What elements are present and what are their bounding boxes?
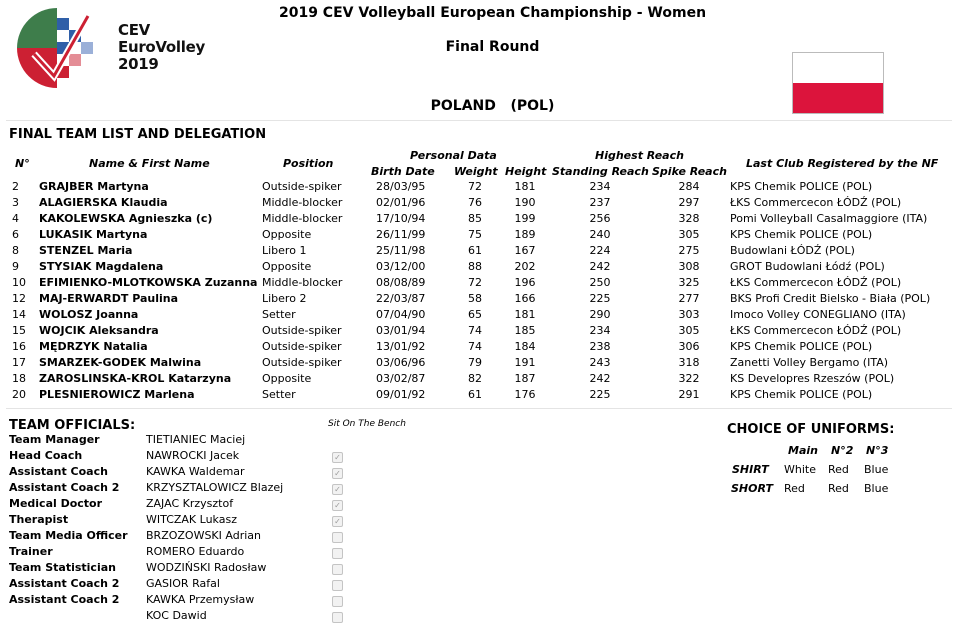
player-no: 14 — [12, 308, 26, 321]
player-no: 10 — [12, 276, 26, 289]
player-name: MĘDRZYK Natalia — [39, 340, 148, 353]
official-role: Trainer — [9, 545, 53, 558]
table-row — [0, 340, 957, 356]
player-spike: 297 — [678, 196, 700, 209]
uniform-short-main: Red — [784, 482, 805, 495]
header-weight: Weight — [454, 165, 498, 178]
player-club: KPS Chemik POLICE (POL) — [730, 340, 873, 353]
player-no: 17 — [12, 356, 26, 369]
table-row — [0, 292, 957, 308]
player-height: 185 — [514, 324, 536, 337]
player-club: ŁKS Commercecon ŁÓDŹ (POL) — [730, 324, 902, 337]
divider — [6, 408, 952, 409]
table-row — [0, 308, 957, 324]
player-pos: Setter — [262, 308, 296, 321]
table-row — [0, 356, 957, 372]
player-standing: 238 — [589, 340, 611, 353]
player-weight: 85 — [468, 212, 482, 225]
official-name: KRZYSZTALOWICZ Blazej — [146, 481, 284, 494]
logo-line-2: EuroVolley — [118, 38, 205, 56]
officials-title: TEAM OFFICIALS: — [9, 418, 136, 433]
official-role: Assistant Coach 2 — [9, 577, 120, 590]
player-pos: Libero 2 — [262, 292, 307, 305]
table-row — [0, 324, 957, 340]
official-role: Team Manager — [9, 433, 100, 446]
player-height: 196 — [514, 276, 536, 289]
official-role: Assistant Coach 2 — [9, 593, 120, 606]
player-height: 191 — [514, 356, 536, 369]
table-row — [0, 276, 957, 292]
bench-checkbox[interactable]: ✓ — [332, 484, 343, 495]
official-role: Team Media Officer — [9, 529, 128, 542]
uniform-col-3: N°3 — [866, 444, 889, 457]
player-spike: 305 — [678, 324, 700, 337]
player-name: EFIMIENKO-MLOTKOWSKA Zuzanna — [39, 276, 258, 289]
player-no: 2 — [12, 180, 19, 193]
player-spike: 305 — [678, 228, 700, 241]
player-pos: Middle-blocker — [262, 276, 343, 289]
player-weight: 58 — [468, 292, 482, 305]
uniform-shirt-label: SHIRT — [732, 463, 769, 476]
player-standing: 290 — [589, 308, 611, 321]
official-role: Assistant Coach 2 — [9, 481, 120, 494]
header-highest-reach: Highest Reach — [595, 149, 684, 162]
uniform-short-2: Red — [828, 482, 849, 495]
bench-checkbox[interactable] — [332, 612, 343, 623]
table-row — [0, 196, 957, 212]
header-position: Position — [283, 157, 334, 170]
player-pos: Setter — [262, 388, 296, 401]
official-role: Team Statistician — [9, 561, 116, 574]
player-club: ŁKS Commercecon ŁÓDŹ (POL) — [730, 196, 902, 209]
player-height: 190 — [514, 196, 536, 209]
bench-checkbox[interactable]: ✓ — [332, 468, 343, 479]
player-no: 4 — [12, 212, 19, 225]
uniform-shirt-3: Blue — [864, 463, 889, 476]
official-name: NAWROCKI Jacek — [146, 449, 240, 462]
player-weight: 65 — [468, 308, 482, 321]
player-pos: Opposite — [262, 228, 312, 241]
player-spike: 318 — [678, 356, 700, 369]
table-row — [0, 372, 957, 388]
player-club: ŁKS Commercecon ŁÓDŹ (POL) — [730, 276, 902, 289]
official-name: ZAJAC Krzysztof — [146, 497, 234, 510]
player-weight: 74 — [468, 340, 482, 353]
header-no: N° — [15, 157, 30, 170]
player-name: WOLOSZ Joanna — [39, 308, 139, 321]
uniform-col-2: N°2 — [831, 444, 854, 457]
player-no: 3 — [12, 196, 19, 209]
official-role: Medical Doctor — [9, 497, 103, 510]
player-name: STYSIAK Magdalena — [39, 260, 164, 273]
uniforms-title: CHOICE OF UNIFORMS: — [727, 422, 895, 437]
bench-checkbox[interactable] — [332, 580, 343, 591]
player-weight: 76 — [468, 196, 482, 209]
player-height: 202 — [514, 260, 536, 273]
player-name: SMARZEK-GODEK Malwina — [39, 356, 202, 369]
header-last-club: Last Club Registered by the NF — [746, 157, 939, 170]
player-standing: 250 — [589, 276, 611, 289]
player-no: 15 — [12, 324, 26, 337]
official-name: GASIOR Rafal — [146, 577, 220, 590]
logo-line-1: CEV — [118, 21, 150, 39]
player-no: 9 — [12, 260, 19, 273]
player-no: 6 — [12, 228, 19, 241]
player-club: BKS Profi Credit Bielsko - Biała (POL) — [730, 292, 931, 305]
header-standing-reach: Standing Reach — [552, 165, 649, 178]
uniform-short-3: Blue — [864, 482, 889, 495]
player-height: 184 — [514, 340, 536, 353]
player-standing: 240 — [589, 228, 611, 241]
player-standing: 237 — [589, 196, 611, 209]
player-pos: Opposite — [262, 372, 312, 385]
player-no: 16 — [12, 340, 26, 353]
player-weight: 88 — [468, 260, 482, 273]
player-name: WOJCIK Aleksandra — [39, 324, 159, 337]
player-pos: Libero 1 — [262, 244, 307, 257]
player-standing: 225 — [589, 388, 611, 401]
official-name: WODZIŃSKI Radosław — [146, 561, 267, 574]
player-spike: 328 — [678, 212, 700, 225]
table-row — [0, 180, 957, 196]
section-title: FINAL TEAM LIST AND DELEGATION — [9, 127, 267, 142]
player-name: GRAJBER Martyna — [39, 180, 149, 193]
player-birth: 03/01/94 — [376, 324, 426, 337]
player-weight: 61 — [468, 244, 482, 257]
player-spike: 306 — [678, 340, 700, 353]
player-weight: 79 — [468, 356, 482, 369]
player-height: 189 — [514, 228, 536, 241]
bench-checkbox[interactable] — [332, 548, 343, 559]
player-spike: 275 — [678, 244, 700, 257]
table-header — [0, 149, 957, 181]
player-club: KPS Chemik POLICE (POL) — [730, 180, 873, 193]
player-club: GROT Budowlani Łódź (POL) — [730, 260, 885, 273]
player-birth: 03/02/87 — [376, 372, 426, 385]
player-weight: 61 — [468, 388, 482, 401]
player-height: 199 — [514, 212, 536, 225]
player-pos: Middle-blocker — [262, 196, 343, 209]
divider — [6, 120, 952, 121]
player-birth: 09/01/92 — [376, 388, 426, 401]
player-birth: 17/10/94 — [376, 212, 426, 225]
uniform-shirt-2: Red — [828, 463, 849, 476]
official-name: KOC Dawid — [146, 609, 207, 622]
bench-label: Sit On The Bench — [328, 419, 406, 429]
player-weight: 75 — [468, 228, 482, 241]
player-weight: 72 — [468, 180, 482, 193]
player-birth: 03/12/00 — [376, 260, 426, 273]
uniform-col-main: Main — [788, 444, 818, 457]
player-birth: 22/03/87 — [376, 292, 426, 305]
player-spike: 303 — [678, 308, 700, 321]
table-row — [0, 244, 957, 260]
player-club: Budowlani ŁÓDŹ (POL) — [730, 244, 855, 257]
player-name: STENZEL Maria — [39, 244, 133, 257]
player-spike: 291 — [678, 388, 700, 401]
player-pos: Middle-blocker — [262, 212, 343, 225]
player-spike: 284 — [678, 180, 700, 193]
player-standing: 224 — [589, 244, 611, 257]
player-no: 18 — [12, 372, 26, 385]
player-standing: 242 — [589, 372, 611, 385]
bench-checkbox[interactable]: ✓ — [332, 500, 343, 511]
team-name: POLAND (POL) — [430, 98, 555, 114]
player-spike: 308 — [678, 260, 700, 273]
official-role: Assistant Coach — [9, 465, 108, 478]
uniform-shirt-main: White — [784, 463, 816, 476]
player-birth: 28/03/95 — [376, 180, 426, 193]
player-club: KS Developres Rzeszów (POL) — [730, 372, 895, 385]
player-club: Pomi Volleyball Casalmaggiore (ITA) — [730, 212, 928, 225]
uniform-short-label: SHORT — [731, 482, 773, 495]
player-spike: 325 — [678, 276, 700, 289]
bench-checkbox[interactable] — [332, 564, 343, 575]
player-height: 181 — [514, 308, 536, 321]
player-height: 166 — [514, 292, 536, 305]
player-standing: 256 — [589, 212, 611, 225]
page-subtitle: Final Round — [445, 39, 540, 55]
player-birth: 13/01/92 — [376, 340, 426, 353]
player-no: 8 — [12, 244, 19, 257]
player-weight: 82 — [468, 372, 482, 385]
player-pos: Outside-spiker — [262, 356, 342, 369]
player-standing: 242 — [589, 260, 611, 273]
player-birth: 03/06/96 — [376, 356, 426, 369]
bench-checkbox[interactable] — [332, 596, 343, 607]
player-height: 176 — [514, 388, 536, 401]
header-height: Height — [505, 165, 547, 178]
player-weight: 74 — [468, 324, 482, 337]
player-pos: Opposite — [262, 260, 312, 273]
player-height: 187 — [514, 372, 536, 385]
player-club: Imoco Volley CONEGLIANO (ITA) — [730, 308, 906, 321]
player-standing: 225 — [589, 292, 611, 305]
header-personal-data: Personal Data — [410, 149, 497, 162]
player-birth: 02/01/96 — [376, 196, 426, 209]
official-role: Therapist — [9, 513, 69, 526]
player-standing: 234 — [589, 180, 611, 193]
player-standing: 234 — [589, 324, 611, 337]
player-spike: 277 — [678, 292, 700, 305]
player-pos: Outside-spiker — [262, 340, 342, 353]
player-club: Zanetti Volley Bergamo (ITA) — [730, 356, 889, 369]
logo-line-3: 2019 — [118, 55, 159, 73]
player-club: KPS Chemik POLICE (POL) — [730, 388, 873, 401]
official-name: KAWKA Waldemar — [146, 465, 245, 478]
player-spike: 322 — [678, 372, 700, 385]
player-name: PLESNIEROWICZ Marlena — [39, 388, 195, 401]
player-height: 167 — [514, 244, 536, 257]
header-spike-reach: Spike Reach — [652, 165, 727, 178]
official-name: BRZOZOWSKI Adrian — [146, 529, 261, 542]
official-name: ROMERO Eduardo — [146, 545, 245, 558]
player-name: LUKASIK Martyna — [39, 228, 148, 241]
official-name: TIETIANIEC Maciej — [146, 433, 246, 446]
table-row — [0, 212, 957, 228]
table-row — [0, 228, 957, 244]
player-birth: 08/08/89 — [376, 276, 426, 289]
bench-checkbox[interactable] — [332, 532, 343, 543]
header-name: Name & First Name — [89, 157, 210, 170]
player-weight: 72 — [468, 276, 482, 289]
official-role: Head Coach — [9, 449, 83, 462]
bench-checkbox[interactable]: ✓ — [332, 516, 343, 527]
official-name: WITCZAK Lukasz — [146, 513, 237, 526]
player-birth: 26/11/99 — [376, 228, 426, 241]
table-row — [0, 260, 957, 276]
player-no: 12 — [12, 292, 26, 305]
player-height: 181 — [514, 180, 536, 193]
player-pos: Outside-spiker — [262, 180, 342, 193]
player-pos: Outside-spiker — [262, 324, 342, 337]
player-no: 20 — [12, 388, 26, 401]
player-standing: 243 — [589, 356, 611, 369]
player-name: MAJ-ERWARDT Paulina — [39, 292, 179, 305]
player-birth: 25/11/98 — [376, 244, 426, 257]
official-name: KAWKA Przemysław — [146, 593, 255, 606]
page-title: 2019 CEV Volleyball European Championship - Women — [278, 5, 707, 21]
bench-checkbox[interactable]: ✓ — [332, 452, 343, 463]
header-birth-date: Birth Date — [371, 165, 435, 178]
poland-flag-icon — [792, 52, 884, 114]
player-name: KAKOLEWSKA Agnieszka (c) — [39, 212, 213, 225]
player-club: KPS Chemik POLICE (POL) — [730, 228, 873, 241]
player-name: ALAGIERSKA Klaudia — [39, 196, 168, 209]
player-name: ZAROSLINSKA-KROL Katarzyna — [39, 372, 232, 385]
player-birth: 07/04/90 — [376, 308, 426, 321]
table-row — [0, 388, 957, 404]
